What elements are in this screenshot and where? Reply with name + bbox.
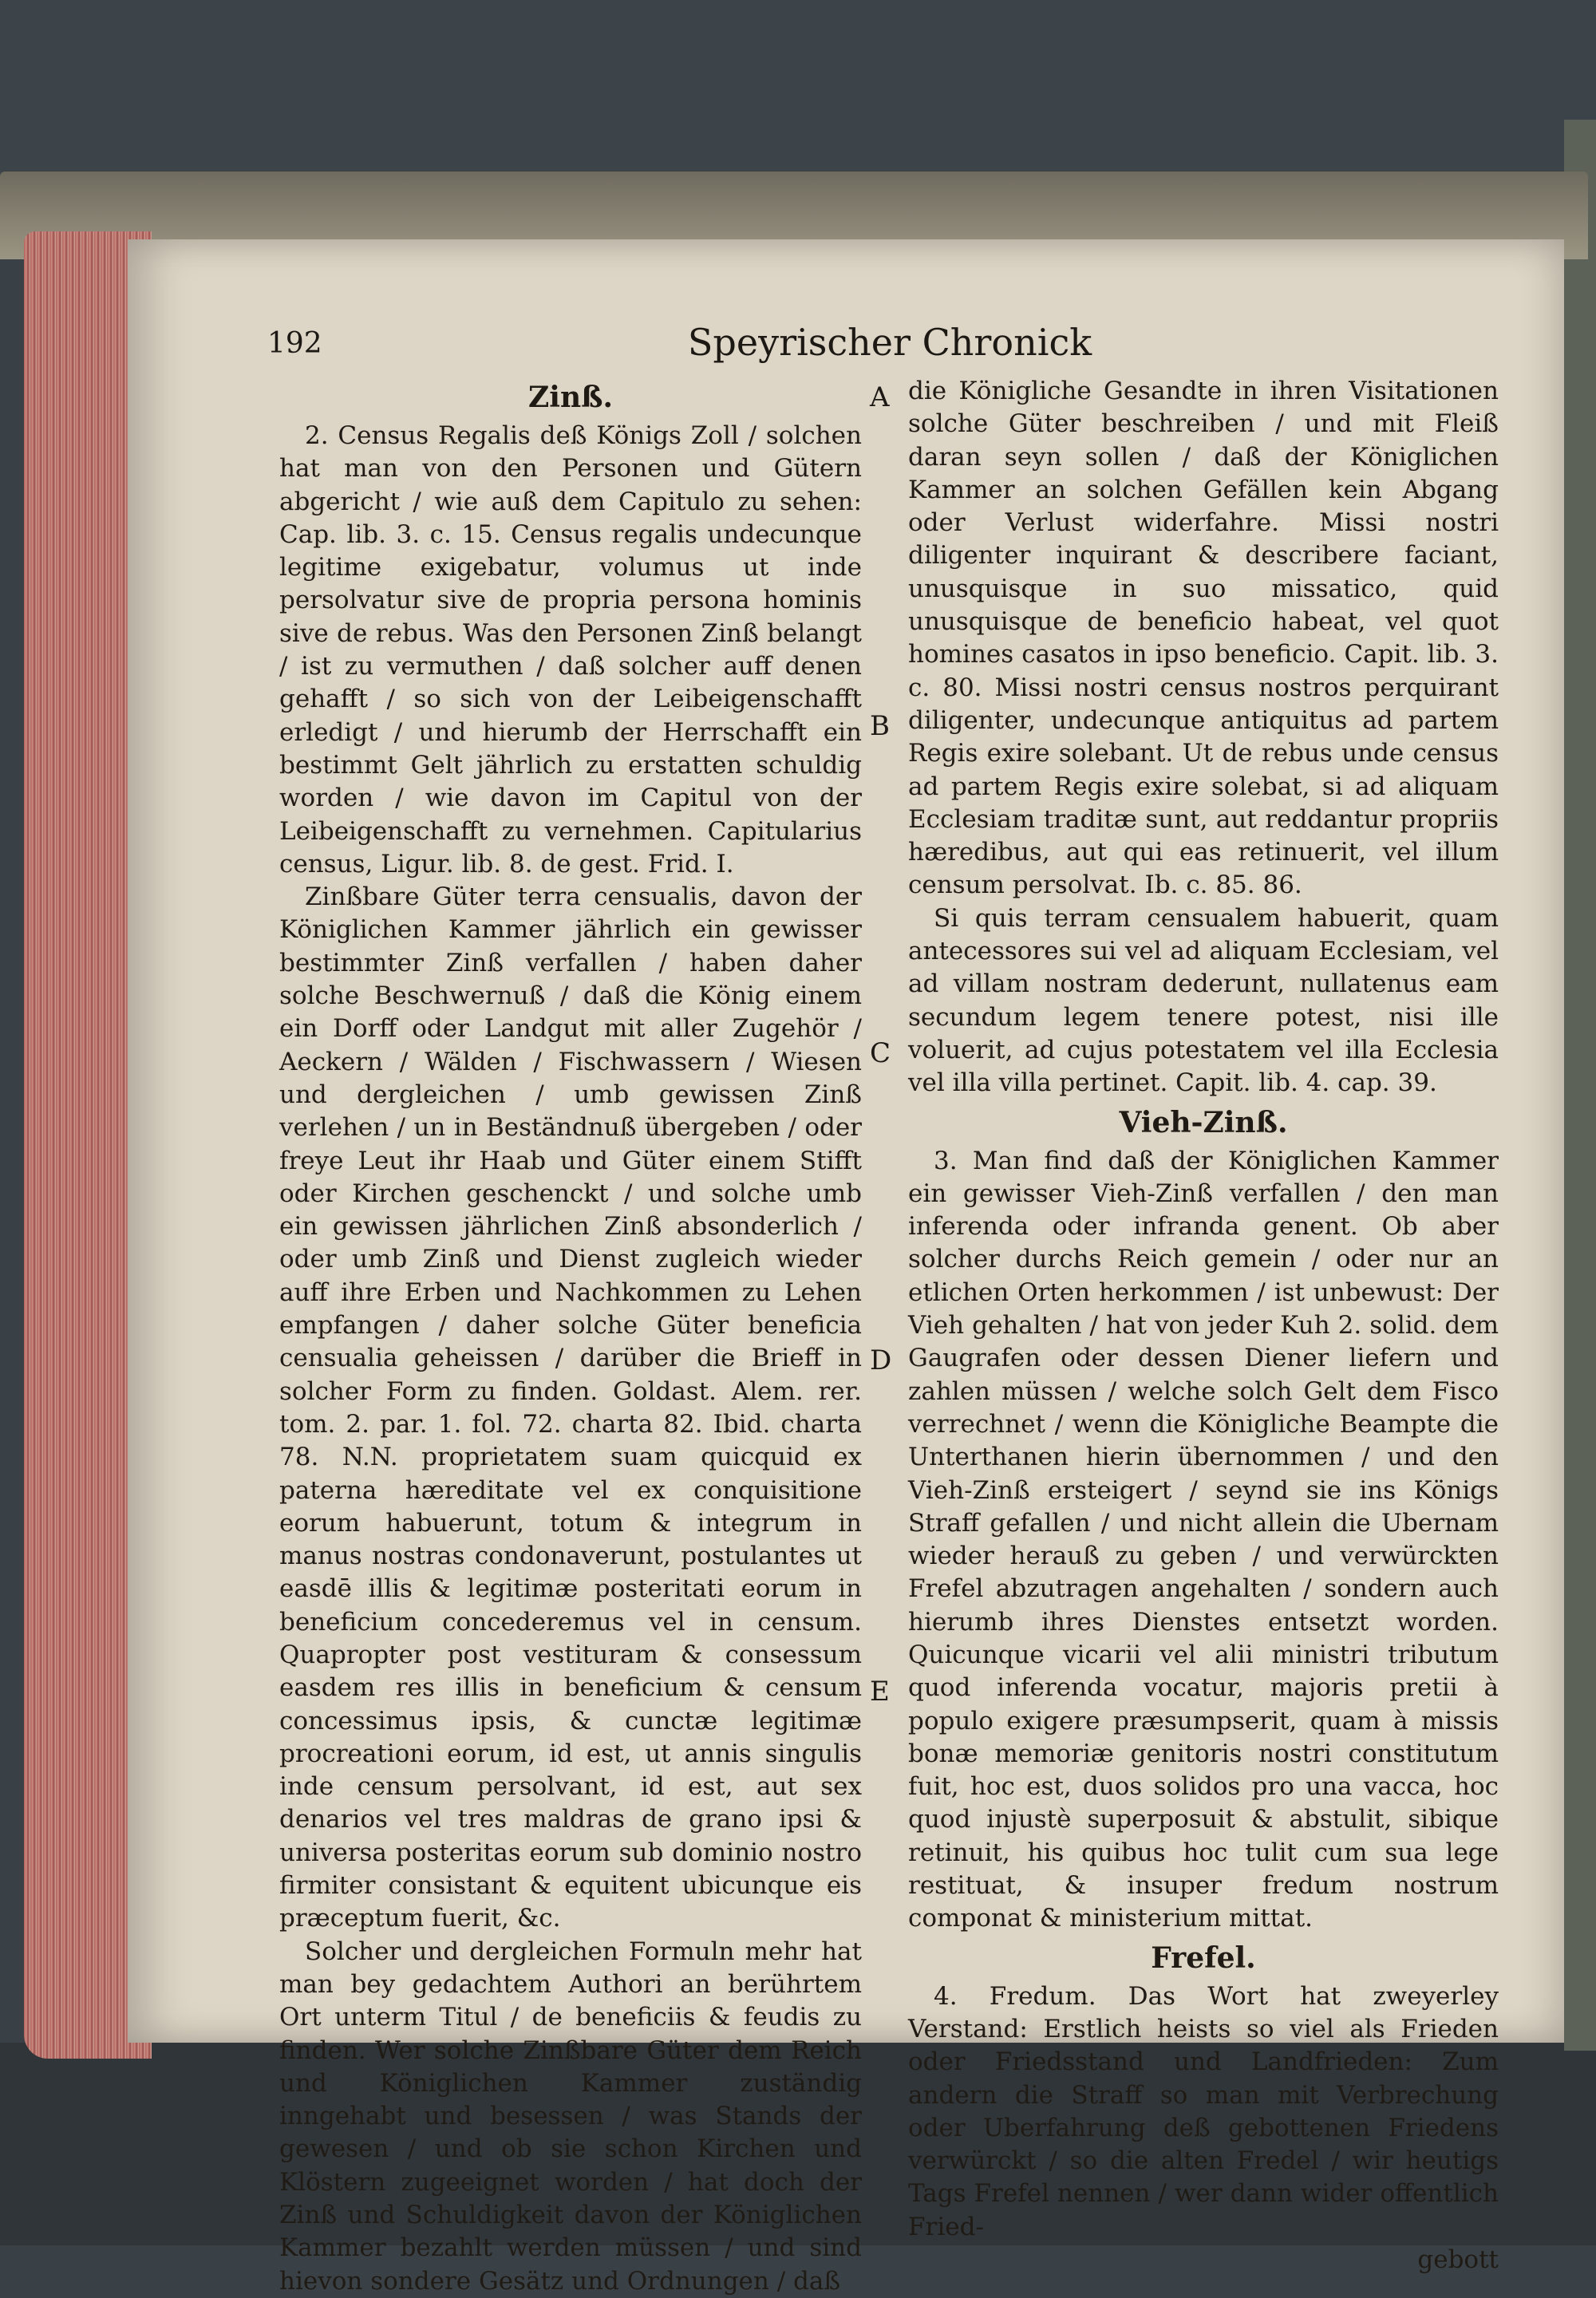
catchword: gebott [1417, 2245, 1499, 2275]
book-page [128, 239, 1564, 2296]
left-paragraph-3: Solcher und dergleichen Formuln mehr hat man bey gedachtem Authori an berührtem Ort unterm Titul / de beneficiis & feudis zu finden. Wer solche Zinßbare Güter dem Reich und Königlichen Kammer zuständig inngehabt und besessen / was Stands der gewesen / und ob sie schon Kirchen und Klöstern zugeeignet worden / hat doch der Zinß und Schuldigkeit davon der Königlichen Kammer bezahlt werden müssen / und sind hievon sondere Gesätz und Ordnungen / daß [279, 1937, 862, 2296]
margin-letter-a: A [870, 381, 890, 413]
margin-letter-b: B [870, 710, 890, 742]
heading-zins: Zinß. [527, 381, 613, 414]
page-number: 192 [267, 327, 322, 360]
margin-letter-c: C [870, 1037, 891, 1069]
book-right-edge [1564, 120, 1596, 2051]
left-column [279, 375, 862, 2298]
right-paragraph-2: Si quis terram censualem habuerit, quam antecessores sui vel ad aliquam Ecclesiam, vel ad villam nostram dederunt, nullatenus eam secundum legem tenere potest, nisi ille voluerit, ad cujus potestatem vel illa Ecclesia vel illa villa pertinet. Capit. lib. 4. cap. 39. [908, 903, 1499, 1098]
margin-letter-d: D [870, 1344, 892, 1376]
right-column [908, 375, 1499, 2276]
running-title: Speyrischer Chronick [687, 321, 1092, 364]
right-paragraph-3: 3. Man find daß der Königlichen Kammer ein gewisser Vieh-Zinß verfallen / den man inferenda oder infranda genent. Ob aber solcher durchs Reich gemein / oder nur an etlichen Orten herkommen / ist unbewust: Der Vieh gehalten / hat von jeder Kuh 2. solid. dem Gaugrafen oder dessen Diener liefern und zahlen müssen / welche solch Gelt dem Fisco verrechnet / wenn die Königliche Beampte die Unterthanen hierin übernommen / und den Vieh-Zinß ersteigert / seynd sie ins Königs Straff gefallen / und nicht allein die Ubernam wieder herauß zu geben / und verwürckten Frefel abzutragen angehalten / sondern auch hierumb ihres Dienstes entsetzt worden. Quicunque vicarii vel alii ministri tributum quod inferenda vocatur, majoris pretii à populo exigere præsumpserit, quam à missis bonæ memoriæ genitoris nostri constitutum fuit, hoc est, duos solidos pro una vacca, hoc quod injustè superposuit & abstulit, sibique retinuit, his quibus hoc tulit cum sua lege restituat, & insuper fredum nostrum componat & ministerium mittat. [908, 1146, 1499, 1933]
right-paragraph-4: 4. Fredum. Das Wort hat zweyerley Verstand: Erstlich heists so viel als Frieden oder Friedsstand und Landfrieden: Zum andern die Straff so man mit Verbrechung oder Uberfahrung deß gebottenen Friedens verwürckt / so die alten Fredel / wir heutigs Tags Frefel nennen / wer dann wider offentlich Fried- [908, 1981, 1499, 2241]
backdrop [0, 0, 1596, 192]
heading-frefel: Frefel. [1151, 1941, 1256, 1975]
left-paragraph-1: 2. Census Regalis deß Königs Zoll / solchen hat man von den Personen und Gütern abgericht / wie auß dem Capitulo zu sehen: Cap. lib. 3. c. 15. Census regalis undecunque legitime exigebatur, volumus ut inde persolvatur sive de propria persona hominis sive de rebus. Was den Personen Zinß belangt / ist zu vermuthen / daß solcher auff denen gehafft / so sich von der Leibeigenschafft erledigt / und hierumb der Herrschafft ein bestimmt Gelt jährlich zu erstatten schuldig worden / wie davon im Capitul von der Leibeigenschafft zu vernehmen. Capitularius census, Ligur. lib. 8. de gest. Frid. I. [279, 421, 862, 879]
left-paragraph-2: Zinßbare Güter terra censualis, davon der Königlichen Kammer jährlich ein gewisser bestimmter Zinß verfallen / haben daher solche Beschwernuß / daß die König einem ein Dorff oder Landgut mit aller Zugehör / Aeckern / Wälden / Fischwassern / Wiesen und dergleichen / umb gewissen Zinß verlehen / un in Beständnuß übergeben / oder freye Leut ihr Haab und Güter einem Stifft oder Kirchen geschenckt / und solche umb ein gewissen jährlichen Zinß absonderlich / oder umb Zinß und Dienst zugleich wieder auff ihre Erben und Nachkommen zu Lehen empfangen / daher solche Güter beneficia censualia geheissen / darüber die Brieff in solcher Form zu finden. Goldast. Alem. rer. tom. 2. par. 1. fol. 72. charta 82. Ibid. charta 78. N.N. proprietatem suam quicquid ex paterna hæreditate vel ex conquisitione eorum habuerunt, totum & integrum in manus nostras condonaverunt, postulantes ut easdē illis & legitimæ posteritati eorum in beneficium concederemus vel in censum. Quapropter post vestituram & consessum easdem res illis in beneficium & censum concessimus ipsis, & cunctæ legitimæ procreationi eorum, id est, ut annis singulis inde censum persolvant, id est, aut sex denarios vel tres maldras de grano ipsi & universa posteritas eorum sub dominio nostro firmiter consistant & equitent ubicunque eis præceptum fuerit, &c. [279, 882, 862, 1933]
margin-letter-e: E [870, 1676, 890, 1708]
right-paragraph-1: die Königliche Gesandte in ihren Visitationen solche Güter beschreiben / und mit Fleiß daran seyn sollen / daß der Königlichen Kammer an solchen Gefällen kein Abgang oder Verlust widerfahre. Missi nostri diligenter inquirant & describere faciant, unusquisque in suo missatico, quid unusquisque de beneficio habeat, vel quot homines casatos in ipso beneficio. Capit. lib. 3. c. 80. Missi nostri census nostros perquirant diligenter, undecunque antiquitus ad partem Regis exire solebant. Ut de rebus unde census ad partem Regis exire solebat, si ad aliquam Ecclesiam traditæ sunt, aut reddantur propriis hæredibus, aut qui eas retinuerit, vel illum censum persolvat. Ib. c. 85. 86. [908, 377, 1499, 900]
heading-vieh-zins: Vieh-Zinß. [1119, 1105, 1288, 1139]
